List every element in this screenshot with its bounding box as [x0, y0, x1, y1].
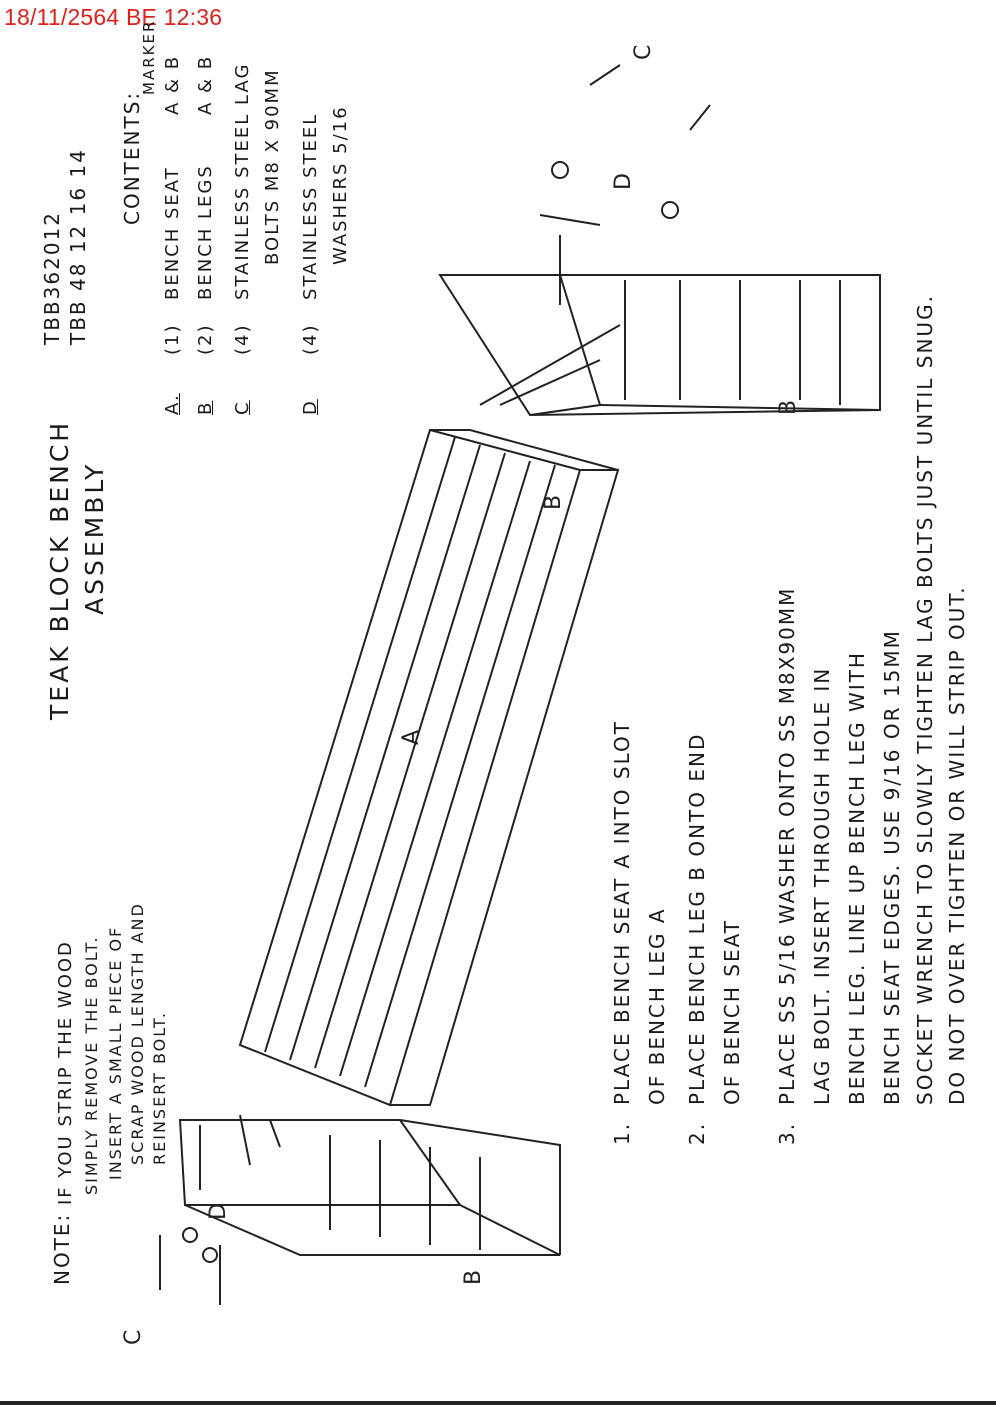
contents-line2: BOLTS M8 X 90MM: [262, 68, 283, 265]
contents-heading: CONTENTS:: [120, 90, 144, 225]
contents-key: C: [232, 400, 253, 415]
step-number: 3.: [775, 1121, 799, 1145]
step-line: LAG BOLT. INSERT THROUGH HOLE IN: [810, 666, 834, 1105]
label-leg-right-top: B: [541, 494, 566, 510]
contents-line2: WASHERS 5/16: [330, 105, 351, 265]
step-line: DO NOT OVER TIGHTEN OR WILL STRIP OUT.: [945, 585, 969, 1105]
contents-marker: A & B: [162, 54, 183, 115]
label-leg-right: B: [776, 399, 801, 415]
contents-key: A.: [162, 393, 183, 415]
contents-name: BENCH SEAT: [162, 166, 183, 300]
bench-leg-right: [440, 275, 600, 415]
step-line: BENCH LEG. LINE UP BENCH LEG WITH: [845, 651, 869, 1105]
note-line: SCRAP WOOD LENGTH AND: [128, 902, 147, 1165]
contents-name: BENCH LEGS: [195, 164, 216, 300]
marker-heading: MARKER: [140, 19, 158, 95]
page-subtitle: ASSEMBLY: [80, 461, 109, 615]
label-bolt-left: C: [121, 1329, 146, 1345]
contents-key: B: [195, 400, 216, 415]
note-line: REINSERT BOLT.: [150, 1011, 169, 1165]
contents-key: D: [300, 399, 321, 415]
step-line: OF BENCH SEAT: [720, 919, 744, 1105]
note-line: SIMPLY REMOVE THE BOLT.: [82, 935, 101, 1195]
contents-marker: A & B: [195, 54, 216, 115]
contents-qty: (4): [232, 323, 253, 355]
step-line: BENCH SEAT EDGES. USE 9/16 OR 15MM: [880, 629, 904, 1105]
date-stamp: 18/11/2564 BE 12:36: [4, 4, 223, 30]
page-bottom-edge: [0, 1401, 996, 1405]
step-line: PLACE SS 5/16 WASHER ONTO SS M8X90MM: [775, 586, 799, 1105]
note-line: INSERT A SMALL PIECE OF: [106, 925, 125, 1180]
step-number: 1.: [610, 1121, 634, 1145]
label-washer-left: D: [206, 1203, 231, 1220]
contents-qty: (4): [300, 323, 321, 355]
contents-name: STAINLESS STEEL LAG: [232, 62, 253, 300]
contents-qty: (2): [195, 323, 216, 355]
model-code-1: TBB362012: [40, 210, 64, 345]
step-line: PLACE BENCH LEG B ONTO END: [685, 732, 709, 1105]
note-line: IF YOU STRIP THE WOOD: [55, 940, 76, 1205]
label-washer-right: D: [611, 173, 636, 190]
bench-leg-left: [180, 1120, 460, 1205]
label-seat: A: [399, 729, 424, 745]
label-bolt-right: C: [631, 44, 656, 60]
label-leg-left: B: [461, 1269, 486, 1285]
step-number: 2.: [685, 1121, 709, 1145]
step-line: OF BENCH LEG A: [645, 907, 669, 1105]
contents-name: STAINLESS STEEL: [300, 112, 321, 300]
page-title: TEAK BLOCK BENCH: [45, 419, 74, 720]
contents-qty: (1): [162, 323, 183, 355]
step-line: PLACE BENCH SEAT A INTO SLOT: [610, 720, 634, 1105]
step-line: SOCKET WRENCH TO SLOWLY TIGHTEN LAG BOLTS JUST UNTIL SNUG.: [913, 294, 937, 1105]
model-code-2: TBB 48 12 16 14: [66, 148, 90, 345]
note-label: NOTE:: [50, 1212, 74, 1285]
